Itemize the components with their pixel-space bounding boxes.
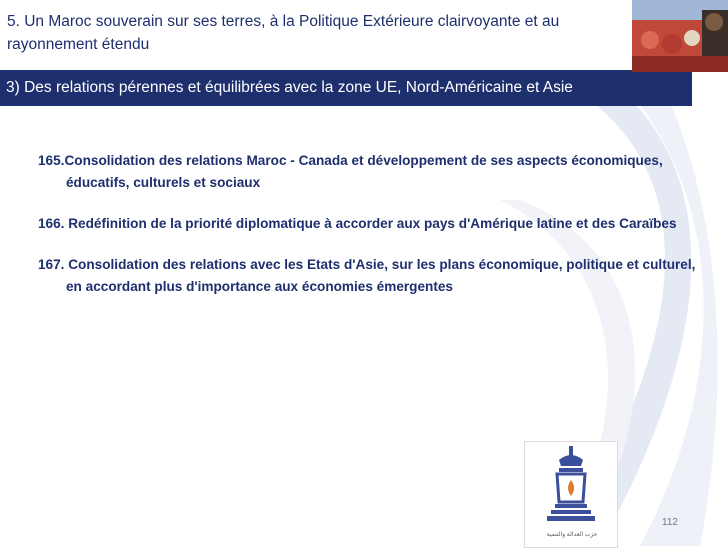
page-number: 112 — [662, 517, 678, 528]
list-item: 165.Consolidation des relations Maroc - Canada et développement de ses aspects économiques, éducatifs, culturels et sociaux — [38, 153, 663, 190]
section-subtitle: 3) Des relations pérennes et équilibrées avec la zone UE, Nord-Américaine et Asie — [6, 79, 573, 96]
slide-content — [38, 150, 698, 317]
header-photo — [632, 0, 728, 72]
slide-title: 5. Un Maroc souverain sur ses terres, à la Politique Extérieure clairvoyante et au rayonnement étendu — [7, 13, 560, 53]
party-logo — [524, 441, 618, 548]
list-item: 167. Consolidation des relations avec les Etats d'Asie, sur les plans économique, politique et culturel, en accordant plus d'importance aux économies émergentes — [38, 257, 696, 294]
section-subtitle-bar — [0, 72, 692, 106]
list-item: 166. Redéfinition de la priorité diplomatique à accorder aux pays d'Amérique latine et des Caraïbes — [38, 216, 677, 231]
lamp-icon — [525, 442, 617, 530]
slide-title-box — [0, 0, 632, 72]
logo-caption: حزب العدالة والتنمية — [546, 532, 598, 538]
